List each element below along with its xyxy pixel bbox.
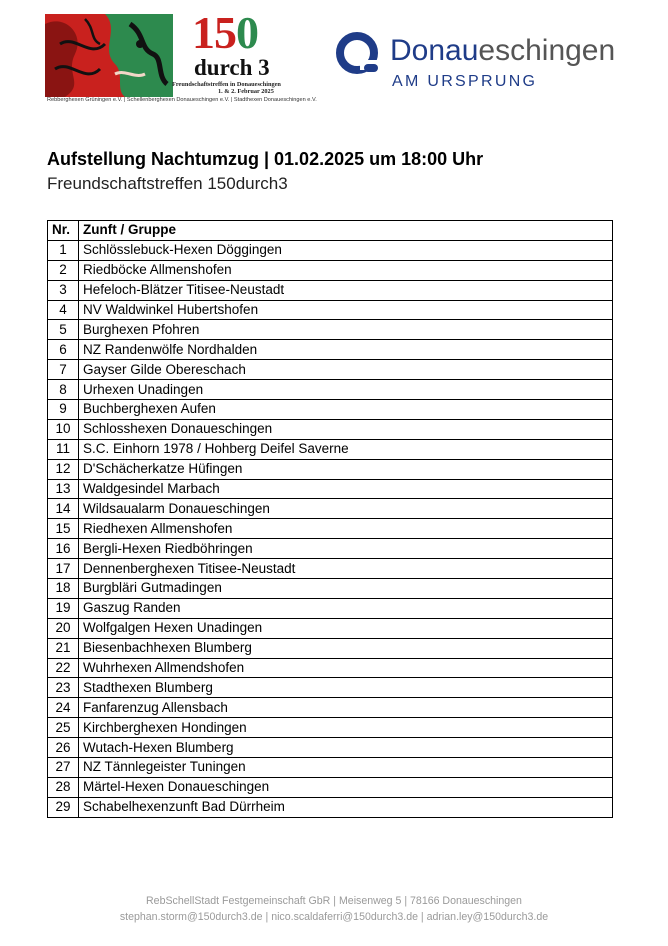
row-number: 28 [48, 777, 79, 797]
event-logo [45, 7, 317, 106]
table-header-row [48, 221, 613, 241]
table-row [48, 380, 613, 400]
row-group-name: Biesenbachhexen Blumberg [79, 638, 613, 658]
table-row [48, 320, 613, 340]
table-row [48, 260, 613, 280]
table-row [48, 658, 613, 678]
table-row [48, 340, 613, 360]
row-number: 17 [48, 559, 79, 579]
document-title: Aufstellung Nachtumzug | 01.02.2025 um 18:00 Uhr [47, 149, 484, 169]
row-number: 2 [48, 260, 79, 280]
event-logo-organizers: Rebberghexen Grüningen e.V. | Schellenberghexen Donaueschingen e.V. | Stadthexen Donaueschingen e.V. [47, 97, 317, 103]
table-row [48, 519, 613, 539]
row-number: 22 [48, 658, 79, 678]
table-row [48, 439, 613, 459]
row-group-name: Wolfgalgen Hexen Unadingen [79, 618, 613, 638]
row-number: 4 [48, 300, 79, 320]
event-logo-number: 150 [192, 7, 258, 58]
row-group-name: Fanfarenzug Allensbach [79, 698, 613, 718]
event-logo-durch: durch 3 [194, 55, 270, 80]
row-group-name: D'Schächerkatze Hüfingen [79, 459, 613, 479]
row-number: 7 [48, 360, 79, 380]
table-row [48, 598, 613, 618]
table-row [48, 419, 613, 439]
table-row [48, 738, 613, 758]
table-row [48, 698, 613, 718]
table-body [48, 240, 613, 817]
table-row [48, 479, 613, 499]
row-number: 26 [48, 738, 79, 758]
table-row [48, 240, 613, 260]
row-group-name: Wuhrhexen Allmendshofen [79, 658, 613, 678]
column-header-group: Zunft / Gruppe [79, 221, 613, 241]
table-row [48, 797, 613, 817]
row-number: 19 [48, 598, 79, 618]
row-group-name: Hefeloch-Blätzer Titisee-Neustadt [79, 280, 613, 300]
row-number: 14 [48, 499, 79, 519]
row-number: 1 [48, 240, 79, 260]
column-header-number: Nr. [48, 221, 79, 241]
row-group-name: Dennenberghexen Titisee-Neustadt [79, 559, 613, 579]
row-group-name: Urhexen Unadingen [79, 380, 613, 400]
row-number: 20 [48, 618, 79, 638]
city-logo-tagline: AM URSPRUNG [392, 73, 538, 90]
city-logo-name: Donaueschingen [390, 34, 616, 67]
table-row [48, 539, 613, 559]
parade-order-table [47, 220, 613, 818]
row-number: 25 [48, 718, 79, 738]
city-logo-mark-icon [334, 30, 384, 78]
row-group-name: Schlösslebuck-Hexen Döggingen [79, 240, 613, 260]
table-row [48, 618, 613, 638]
table-row [48, 777, 613, 797]
row-number: 3 [48, 280, 79, 300]
row-group-name: S.C. Einhorn 1978 / Hohberg Deifel Saverne [79, 439, 613, 459]
table-row [48, 400, 613, 420]
row-group-name: NZ Randenwölfe Nordhalden [79, 340, 613, 360]
row-group-name: Gaszug Randen [79, 598, 613, 618]
row-number: 5 [48, 320, 79, 340]
table-row [48, 499, 613, 519]
row-group-name: NZ Tännlegeister Tuningen [79, 758, 613, 778]
row-number: 27 [48, 758, 79, 778]
row-group-name: Gayser Gilde Obereschach [79, 360, 613, 380]
table-row [48, 459, 613, 479]
row-number: 29 [48, 797, 79, 817]
row-group-name: Stadthexen Blumberg [79, 678, 613, 698]
row-number: 6 [48, 340, 79, 360]
row-number: 16 [48, 539, 79, 559]
document-subtitle: Freundschaftstreffen 150durch3 [47, 174, 288, 193]
table-row [48, 638, 613, 658]
row-group-name: Schabelhexenzunft Bad Dürrheim [79, 797, 613, 817]
table-row [48, 758, 613, 778]
table-row [48, 360, 613, 380]
table-row [48, 678, 613, 698]
footer-address: RebSchellStadt Festgemeinschaft GbR | Meisenweg 5 | 78166 Donaueschingen [146, 895, 522, 907]
event-logo-subtitle: Freundschaftstreffen in Donaueschingen [172, 81, 281, 88]
table-row [48, 300, 613, 320]
row-number: 9 [48, 400, 79, 420]
table-row [48, 280, 613, 300]
row-group-name: Buchberghexen Aufen [79, 400, 613, 420]
row-number: 24 [48, 698, 79, 718]
row-group-name: Burghexen Pfohren [79, 320, 613, 340]
row-number: 13 [48, 479, 79, 499]
table-row [48, 579, 613, 599]
row-group-name: Waldgesindel Marbach [79, 479, 613, 499]
row-number: 11 [48, 439, 79, 459]
row-group-name: Riedböcke Allmenshofen [79, 260, 613, 280]
city-logo [334, 30, 624, 92]
event-logo-date: 1. & 2. Februar 2025 [218, 88, 274, 95]
row-group-name: Wildsaualarm Donaueschingen [79, 499, 613, 519]
row-number: 15 [48, 519, 79, 539]
row-group-name: Kirchberghexen Hondingen [79, 718, 613, 738]
row-number: 21 [48, 638, 79, 658]
row-number: 8 [48, 380, 79, 400]
row-number: 18 [48, 579, 79, 599]
table-row [48, 718, 613, 738]
row-group-name: Bergli-Hexen Riedböhringen [79, 539, 613, 559]
footer-emails: stephan.storm@150durch3.de | nico.scaldaferri@150durch3.de | adrian.ley@150durch3.de [119, 911, 549, 923]
row-group-name: Schlosshexen Donaueschingen [79, 419, 613, 439]
row-number: 10 [48, 419, 79, 439]
row-number: 12 [48, 459, 79, 479]
witch-mask-artwork [45, 14, 173, 97]
row-group-name: Märtel-Hexen Donaueschingen [79, 777, 613, 797]
row-group-name: Wutach-Hexen Blumberg [79, 738, 613, 758]
row-group-name: Burgbläri Gutmadingen [79, 579, 613, 599]
row-group-name: NV Waldwinkel Hubertshofen [79, 300, 613, 320]
row-group-name: Riedhexen Allmenshofen [79, 519, 613, 539]
table-row [48, 559, 613, 579]
row-number: 23 [48, 678, 79, 698]
